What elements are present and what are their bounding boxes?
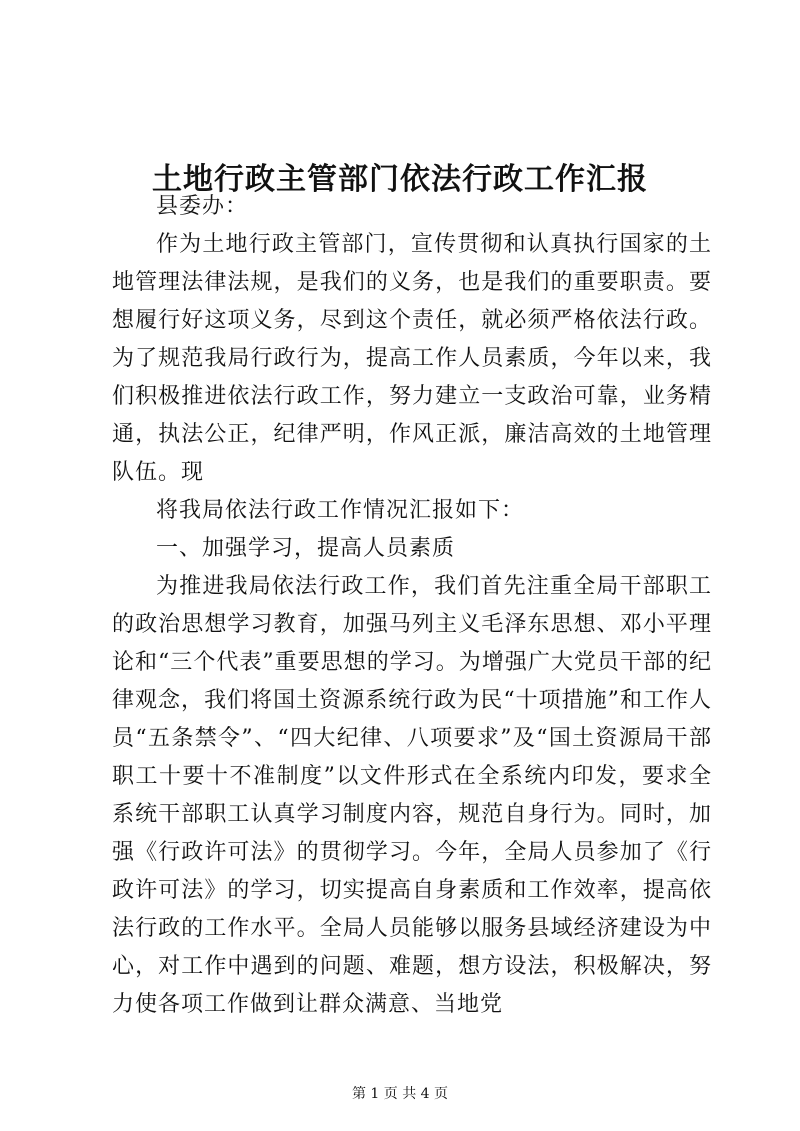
salutation: 县委办： — [156, 194, 249, 219]
document-body — [112, 188, 712, 1024]
page-footer: 第 1 页 共 4 页 — [351, 1086, 449, 1102]
paragraph-section-1: 为推进我局依法行政工作，我们首先注重全局干部职工的政治思想学习教育，加强马列主义毛泽东思想、邓小平理论和“三个代表”重要思想的学习。为增强广大党员干部的纪律观念，我们将国土资源系统行政为民“十项措施”和工作人员“五条禁令”、“四大纪律、八项要求”及“国土资源局干部职工十要十不准制度”以文件形式在全系统内印发，要求全系统干部职工认真学习制度内容，规范自身行为。同时，加强《行政许可法》的贯彻学习。今年，全局人员参加了《行政许可法》的学习，切实提高自身素质和工作效率，提高依法行政的工作水平。全局人员能够以服务县域经济建设为中心，对工作中遇到的问题、难题，想方设法，积极解决，努力使各项工作做到让群众满意、当地党 — [112, 574, 712, 1017]
document-title: 土地行政主管部门依法行政工作汇报 — [152, 162, 648, 198]
section-heading-1: 一、加强学习，提高人员素质 — [156, 536, 456, 561]
paragraph-lead: 将我局依法行政工作情况汇报如下： — [156, 498, 525, 523]
paragraph-intro: 作为土地行政主管部门，宣传贯彻和认真执行国家的土地管理法律法规，是我们的义务，也是我们的重要职责。要想履行好这项义务，尽到这个责任，就必须严格依法行政。为了规范我局行政行为，提高工作人员素质，今年以来，我们积极推进依法行政工作，努力建立一支政治可靠，业务精通，执法公正，纪律严明，作风正派，廉洁高效的土地管理队伍。现 — [112, 232, 712, 485]
